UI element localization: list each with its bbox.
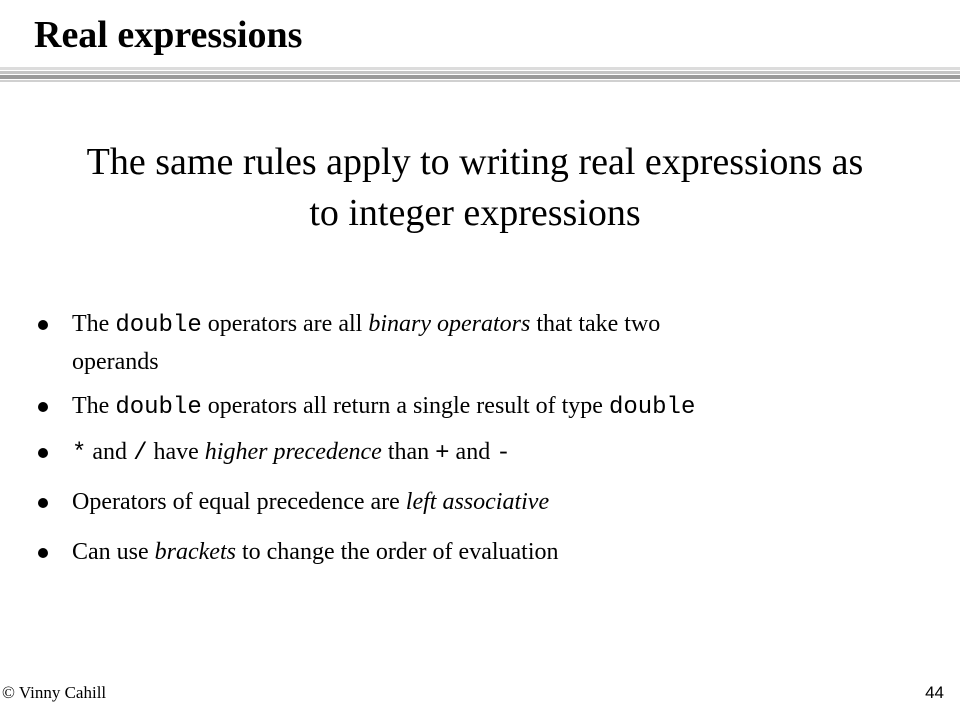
bullet-item	[36, 434, 916, 472]
title-divider	[0, 75, 960, 79]
code-keyword: double	[115, 312, 202, 339]
title-divider	[0, 71, 960, 74]
bullet-text: than	[381, 439, 436, 465]
bullet-text: have	[147, 439, 205, 465]
code-operator: *	[72, 440, 87, 467]
footer-author: © Vinny Cahill	[2, 683, 107, 702]
bullet-text: Can use	[72, 539, 155, 565]
bullet-text: operators all return a single result of type	[201, 393, 609, 419]
emphasis-text: left associative	[405, 489, 550, 515]
subtitle-line-1: The same rules apply to writing real expressions as	[86, 141, 864, 183]
page-number: 44	[925, 683, 944, 702]
bullet-icon	[38, 548, 48, 558]
bullet-item	[36, 306, 916, 380]
code-operator: /	[133, 440, 148, 467]
bullet-text: and	[449, 439, 497, 465]
bullet-icon	[38, 320, 48, 330]
bullet-item	[36, 484, 916, 521]
code-keyword: double	[608, 394, 696, 421]
code-operator: -	[496, 440, 511, 467]
title-divider	[0, 80, 960, 82]
bullet-text: The	[72, 311, 116, 337]
slide-subtitle	[20, 137, 930, 239]
bullet-item	[36, 534, 916, 571]
code-keyword: double	[115, 394, 202, 421]
bullet-text: to change the order of evaluation	[235, 539, 559, 565]
title-divider	[0, 67, 960, 70]
bullet-text: operators are all	[201, 311, 369, 337]
bullet-text: The	[72, 393, 116, 419]
bullet-text: that take two	[530, 311, 661, 337]
bullet-text: and	[86, 439, 134, 465]
bullet-item	[36, 388, 916, 426]
emphasis-text: higher precedence	[204, 439, 382, 465]
bullet-icon	[38, 448, 48, 458]
emphasis-text: binary operators	[368, 311, 531, 337]
slide-title: Real expressions	[34, 14, 303, 56]
bullet-text: operands	[72, 349, 159, 375]
bullet-icon	[38, 402, 48, 412]
bullet-list	[36, 306, 916, 571]
code-operator: +	[435, 440, 450, 467]
subtitle-line-2: to integer expressions	[309, 192, 641, 234]
bullet-icon	[38, 498, 48, 508]
bullet-text: Operators of equal precedence are	[72, 489, 406, 515]
emphasis-text: brackets	[154, 539, 236, 565]
